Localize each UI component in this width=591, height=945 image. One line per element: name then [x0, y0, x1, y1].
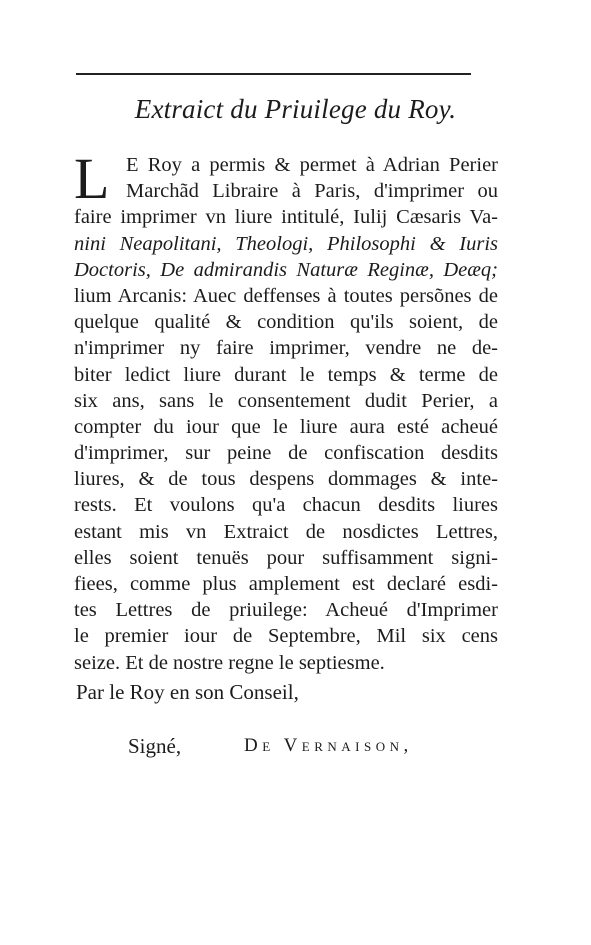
drop-cap: L — [74, 146, 110, 211]
text-line: fiees, comme plus amplement est declaré esdi- — [74, 573, 498, 595]
text-line: biter ledict liure durant le temps & terme de — [74, 363, 498, 386]
text-line: six ans, sans le consentement dudit Perier, a — [74, 389, 498, 412]
text-line: faire imprimer vn liure intitulé, Iulij Cæsaris Va- — [74, 206, 498, 229]
text-line: E Roy a permis & permet à Adrian Perier — [126, 154, 498, 176]
text-line: compter du iour que le liure aura esté acheué — [74, 415, 498, 438]
text-line: estant mis vn Extraict de nosdictes Lettres, — [74, 520, 498, 543]
text-line: seize. Et de nostre regne le septiesme. — [74, 651, 385, 674]
signoff-line: Par le Roy en son Conseil, — [76, 680, 299, 704]
signature-label: Signé, — [128, 734, 182, 758]
text-line: liures, & de tous despens dommages & inte- — [74, 468, 498, 491]
text-line: quelque qualité & condition qu'ils soient, de — [74, 311, 498, 334]
text-line: n'imprimer ny faire imprimer, vendre ne de- — [74, 337, 498, 360]
text-line: Doctoris, De admirandis Naturæ Reginæ, Deæq; — [74, 258, 498, 281]
text-line: Marchãd Libraire à Paris, d'imprimer ou — [126, 180, 498, 203]
page-title: Extraict du Priuilege du Roy. — [134, 94, 457, 124]
text-line: lium Arcanis: Auec deffenses à toutes persõnes de — [74, 284, 498, 307]
header-rule — [76, 73, 471, 75]
privilege-text — [74, 146, 498, 676]
text-line: le premier iour de Septembre, Mil six cens — [74, 625, 498, 648]
text-line: rests. Et voulons qu'a chacun desdits liures — [74, 494, 498, 517]
text-line: elles soient tenuës pour suffisamment signi- — [74, 546, 498, 569]
signer-name: De Vernaison, — [244, 735, 413, 756]
text-line: tes Lettres de priuilege: Acheué d'Imprimer — [74, 599, 498, 622]
text-line: nini Neapolitani, Theologi, Philosophi & Iuris — [74, 232, 498, 255]
text-line: d'imprimer, sur peine de confiscation desdits — [74, 442, 498, 465]
